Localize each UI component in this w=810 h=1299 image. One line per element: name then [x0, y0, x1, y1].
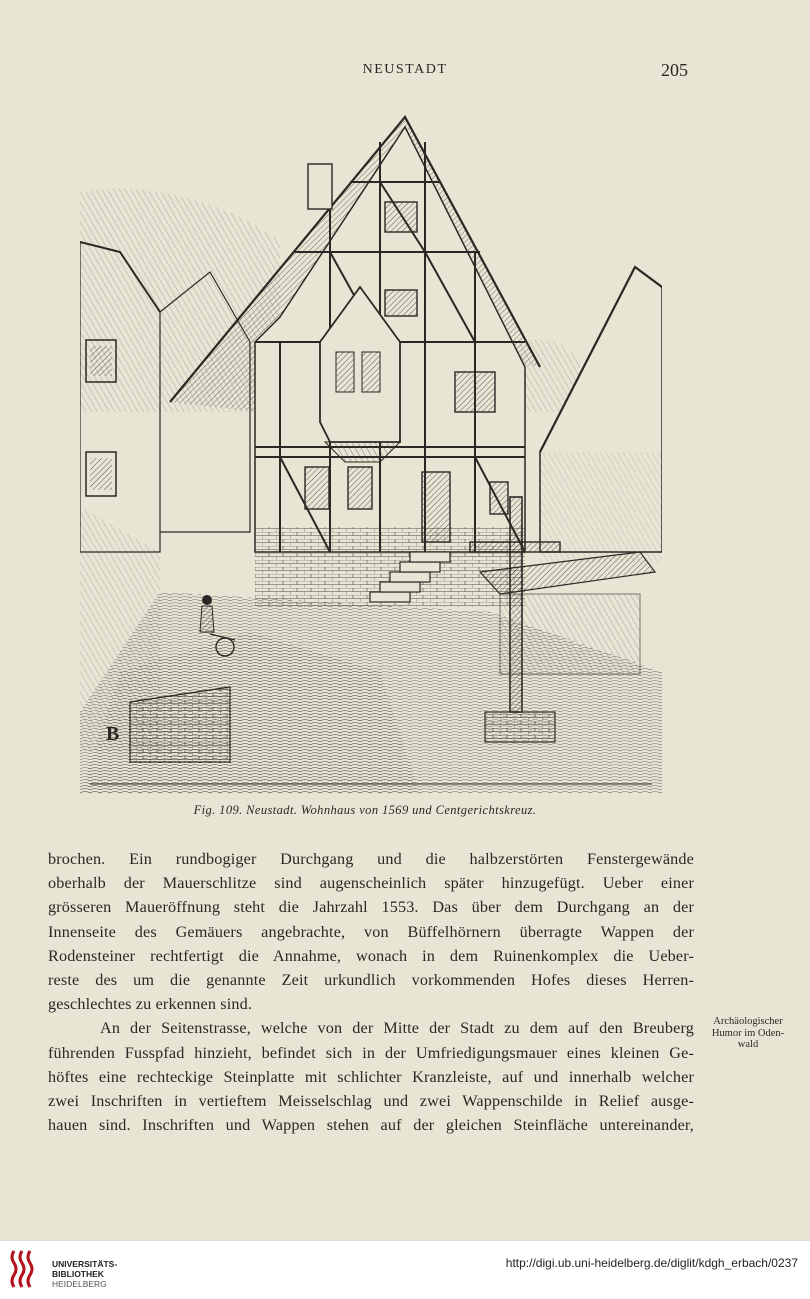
logo-line: UNIVERSITÄTS- [52, 1259, 118, 1269]
text-line: höftes eine rechteckige Steinplatte mit schlichter Kranzleiste, auf und innerhalb welcher [48, 1067, 694, 1086]
permalink-url[interactable]: http://digi.ub.uni-heidelberg.de/diglit/kdgh_erbach/0237 [505, 1256, 798, 1270]
text-line: zwei Inschriften in vertieftem Meisselschlag und zwei Wappenschilde in Relief ausge- [48, 1092, 694, 1111]
text-line: Innenseite des Gemäuers angebrachte, von Büffelhörnern überragte Wappen der [48, 922, 694, 941]
illustrator-monogram: B [106, 723, 120, 745]
running-head: NEUSTADT [362, 62, 448, 77]
illustration-half-timbered-house [80, 112, 662, 794]
logo-line: HEIDELBERG [52, 1279, 107, 1289]
library-emblem-icon [8, 1247, 42, 1291]
margin-note [698, 1016, 798, 1051]
university-library-logo[interactable] [8, 1247, 148, 1293]
text-line: hauen sind. Inschriften und Wappen stehen auf der gleichen Steinfläche untereinander, [48, 1116, 694, 1135]
text-line: geschlechtes zu erkennen sind. [48, 995, 253, 1014]
text-line: oberhalb der Mauerschlitze sind augenscheinlich später hinzugefügt. Ueber einer [48, 874, 694, 893]
margin-note-line: wald [737, 1039, 759, 1050]
margin-note-line: Archäologischer [713, 1016, 783, 1027]
figure-caption: Fig. 109. Neustadt. Wohnhaus von 1569 und Centgerichtskreuz. [193, 803, 537, 817]
logo-line: BIBLIOTHEK [52, 1269, 104, 1279]
body-text [48, 847, 694, 1137]
viewer-footer [0, 1240, 810, 1299]
page-number: 205 [661, 60, 688, 80]
text-line: Rodensteiner rechtfertigt die Annahme, wonach in dem Ruinenkomplex die Ueber- [48, 946, 694, 965]
text-line: An der Seitenstrasse, welche von der Mitte der Stadt zu dem auf den Breuberg [100, 1019, 694, 1038]
text-line: reste des um die genannte Zeit urkundlich vorkommenden Hofes dieses Herren- [48, 971, 694, 990]
text-line: grösseren Maueröffnung steht die Jahrzahl 1553. Das über dem Durchgang an der [48, 898, 694, 917]
text-line: führenden Fusspfad hinzieht, befindet sich in der Umfriedigungsmauer eines kleinen Ge- [48, 1043, 694, 1062]
text-line: brochen. Ein rundbogiger Durchgang und die halbzerstörten Fenstergewände [48, 850, 694, 868]
margin-note-line: Humor im Oden- [711, 1027, 785, 1039]
